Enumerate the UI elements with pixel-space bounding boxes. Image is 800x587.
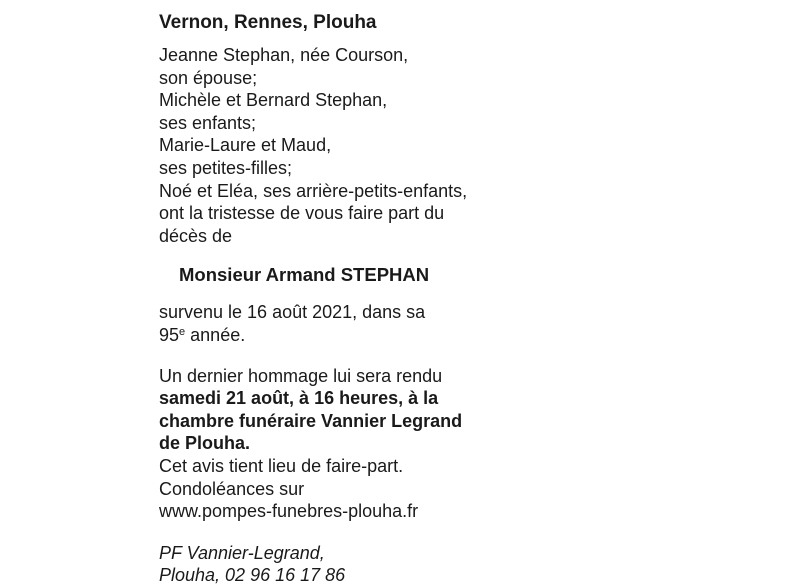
age-number: 95 (159, 324, 180, 345)
age-rest: année. (185, 324, 246, 345)
family-list (159, 44, 499, 247)
funeral-home-contact: Plouha, 02 96 16 17 86 (159, 565, 346, 586)
website-link[interactable]: www.pompes-funebres-plouha.fr (159, 501, 419, 522)
condolences-label: Condoléances sur (159, 478, 305, 499)
faire-part-note: Cet avis tient lieu de faire-part. (159, 455, 404, 476)
ceremony-bold-line: samedi 21 août, à 16 heures, à la (159, 388, 439, 409)
family-line: Jeanne Stephan, née Courson, (159, 45, 409, 65)
death-date-line: survenu le 16 août 2021, dans sa (159, 302, 426, 323)
family-line: Noé et Eléa, ses arrière-petits-enfants, (159, 180, 468, 201)
family-line: Michèle et Bernard Stephan, (159, 90, 388, 111)
family-line: Marie-Laure et Maud, (159, 135, 332, 156)
age-suffix: e (179, 325, 186, 338)
ceremony-details (159, 365, 499, 523)
family-line: décès de (159, 225, 233, 246)
age-line (159, 324, 499, 347)
ceremony-intro: Un dernier hommage lui sera rendu (159, 365, 443, 386)
family-line: ses enfants; (159, 112, 257, 133)
family-line: son épouse; (159, 67, 258, 88)
ceremony-bold-line: chambre funéraire Vannier Legrand (159, 410, 463, 431)
funeral-home-name: PF Vannier-Legrand, (159, 542, 325, 563)
death-details (159, 301, 499, 346)
signature (159, 542, 499, 587)
deceased-name: Monsieur Armand STEPHAN (179, 264, 430, 286)
location-heading: Vernon, Rennes, Plouha (159, 12, 377, 33)
ceremony-bold-line: de Plouha. (159, 433, 251, 454)
family-line: ses petites-filles; (159, 157, 293, 178)
obituary-notice (159, 10, 499, 587)
family-line: ont la tristesse de vous faire part du (159, 203, 445, 224)
